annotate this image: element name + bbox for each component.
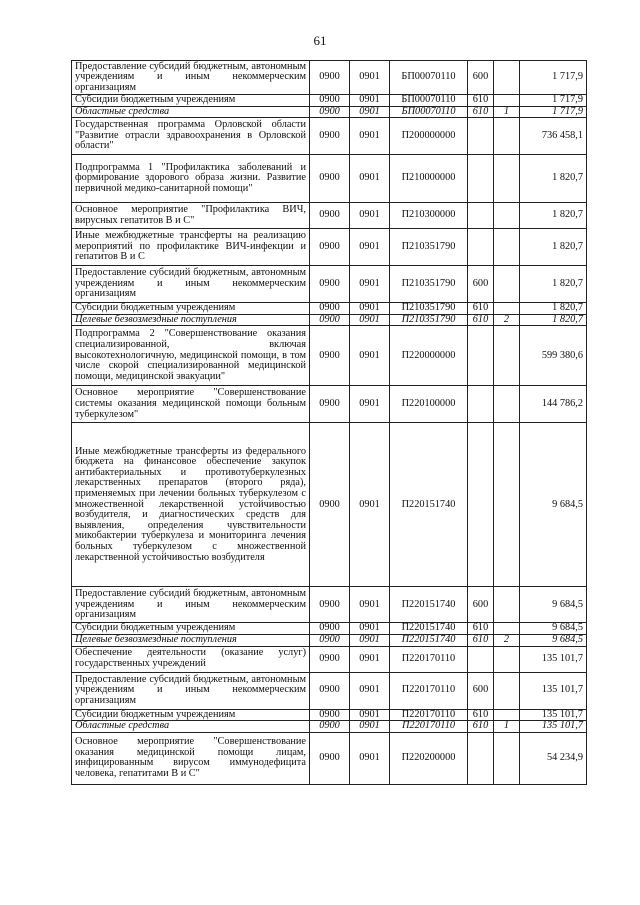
amount-cell: 1 820,7 (520, 155, 587, 203)
row-name-cell: Основное мероприятие "Профилактика ВИЧ, вирусных гепатитов В и С" (72, 203, 310, 229)
subsection-code-cell: 0901 (350, 386, 390, 423)
row-name-cell: Предоставление субсидий бюджетным, автономным учреждениям и иным некоммерческим организациям (72, 266, 310, 303)
subsection-code-cell: 0901 (350, 314, 390, 326)
target-article-cell: П220151740 (390, 423, 468, 587)
amount-cell: 135 101,7 (520, 721, 587, 733)
row-name-cell: Основное мероприятие "Совершенствование оказания медицинской помощи лицам, инфицированным вирусом иммунодефицита человека, гепатитами В и С" (72, 732, 310, 784)
target-article-cell: П220151740 (390, 587, 468, 623)
target-article-cell: П220100000 (390, 386, 468, 423)
funding-source-cell (494, 266, 520, 303)
subsection-code-cell: 0901 (350, 587, 390, 623)
funding-source-cell (494, 646, 520, 672)
amount-cell: 135 101,7 (520, 646, 587, 672)
section-code-cell: 0900 (310, 266, 350, 303)
section-code-cell: 0900 (310, 709, 350, 721)
funding-source-cell (494, 155, 520, 203)
amount-cell: 1 717,9 (520, 61, 587, 95)
row-name-cell: Предоставление субсидий бюджетным, автономным учреждениям и иным некоммерческим организациям (72, 587, 310, 623)
subsection-code-cell: 0901 (350, 709, 390, 721)
amount-cell: 1 820,7 (520, 229, 587, 266)
expense-type-cell: 610 (468, 303, 494, 315)
row-name-cell: Областные средства (72, 721, 310, 733)
target-article-cell: БП00070110 (390, 106, 468, 118)
target-article-cell: П210351790 (390, 314, 468, 326)
expense-type-cell: 610 (468, 95, 494, 107)
table-row (72, 266, 587, 303)
expense-type-cell: 600 (468, 61, 494, 95)
funding-source-cell: 2 (494, 634, 520, 646)
target-article-cell: П210000000 (390, 155, 468, 203)
target-article-cell: П210351790 (390, 266, 468, 303)
target-article-cell: П210351790 (390, 229, 468, 266)
funding-source-cell: 2 (494, 314, 520, 326)
subsection-code-cell: 0901 (350, 732, 390, 784)
section-code-cell: 0900 (310, 732, 350, 784)
funding-source-cell (494, 732, 520, 784)
subsection-code-cell: 0901 (350, 634, 390, 646)
target-article-cell: П220170110 (390, 721, 468, 733)
expense-type-cell (468, 423, 494, 587)
amount-cell: 1 717,9 (520, 95, 587, 107)
subsection-code-cell: 0901 (350, 229, 390, 266)
table-row (72, 106, 587, 118)
table-row (72, 623, 587, 635)
page-number: 61 (313, 33, 327, 48)
row-name-cell: Целевые безвозмездные поступления (72, 314, 310, 326)
section-code-cell: 0900 (310, 314, 350, 326)
row-name-cell: Иные межбюджетные трансферты на реализацию мероприятий по профилактике ВИЧ-инфекции и гепатитов В и С (72, 229, 310, 266)
section-code-cell: 0900 (310, 634, 350, 646)
section-code-cell: 0900 (310, 61, 350, 95)
table-row (72, 423, 587, 587)
table-row (72, 672, 587, 709)
section-code-cell: 0900 (310, 386, 350, 423)
expense-type-cell: 600 (468, 672, 494, 709)
funding-source-cell (494, 587, 520, 623)
expense-type-cell (468, 386, 494, 423)
funding-source-cell (494, 326, 520, 386)
target-article-cell: БП00070110 (390, 95, 468, 107)
row-name-cell: Предоставление субсидий бюджетным, автономным учреждениям и иным некоммерческим организациям (72, 672, 310, 709)
row-name-cell: Государственная программа Орловской области "Развитие отрасли здравоохранения в Орловской области" (72, 118, 310, 155)
amount-cell: 599 380,6 (520, 326, 587, 386)
target-article-cell: П220151740 (390, 623, 468, 635)
subsection-code-cell: 0901 (350, 646, 390, 672)
table-row (72, 587, 587, 623)
subsection-code-cell: 0901 (350, 672, 390, 709)
subsection-code-cell: 0901 (350, 95, 390, 107)
table-row (72, 303, 587, 315)
row-name-cell: Субсидии бюджетным учреждениям (72, 709, 310, 721)
amount-cell: 135 101,7 (520, 672, 587, 709)
expense-type-cell (468, 118, 494, 155)
section-code-cell: 0900 (310, 303, 350, 315)
funding-source-cell (494, 203, 520, 229)
amount-cell: 9 684,5 (520, 423, 587, 587)
row-name-cell: Целевые безвозмездные поступления (72, 634, 310, 646)
subsection-code-cell: 0901 (350, 266, 390, 303)
amount-cell: 9 684,5 (520, 587, 587, 623)
subsection-code-cell: 0901 (350, 623, 390, 635)
funding-source-cell (494, 61, 520, 95)
target-article-cell: П220170110 (390, 646, 468, 672)
funding-source-cell (494, 423, 520, 587)
section-code-cell: 0900 (310, 106, 350, 118)
amount-cell: 9 684,5 (520, 623, 587, 635)
row-name-cell: Субсидии бюджетным учреждениям (72, 303, 310, 315)
section-code-cell: 0900 (310, 229, 350, 266)
row-name-cell: Областные средства (72, 106, 310, 118)
section-code-cell: 0900 (310, 423, 350, 587)
amount-cell: 54 234,9 (520, 732, 587, 784)
table-row (72, 118, 587, 155)
subsection-code-cell: 0901 (350, 303, 390, 315)
subsection-code-cell: 0901 (350, 203, 390, 229)
expense-type-cell: 610 (468, 634, 494, 646)
expense-type-cell (468, 229, 494, 266)
funding-source-cell: 1 (494, 106, 520, 118)
expense-type-cell (468, 732, 494, 784)
table-row (72, 326, 587, 386)
row-name-cell: Иные межбюджетные трансферты из федерального бюджета на финансовое обеспечение закупок антибактериальных и противотуберкулезных лекарственных препаратов (второго ряда), применяемых при лечении больных туберкулезом с множественной лекарственной устойчивостью возбудителя, и диагностических средств для выявления, определения чувствительности микобактерии туберкулеза и мониторинга лечения больных туберкулезом с множественной лекарственной устойчивостью возбудителя (72, 423, 310, 587)
subsection-code-cell: 0901 (350, 61, 390, 95)
section-code-cell: 0900 (310, 721, 350, 733)
amount-cell: 1 820,7 (520, 303, 587, 315)
row-name-cell: Субсидии бюджетным учреждениям (72, 95, 310, 107)
section-code-cell: 0900 (310, 118, 350, 155)
funding-source-cell (494, 709, 520, 721)
amount-cell: 135 101,7 (520, 709, 587, 721)
funding-source-cell (494, 303, 520, 315)
amount-cell: 1 820,7 (520, 266, 587, 303)
expense-type-cell (468, 203, 494, 229)
amount-cell: 1 820,7 (520, 314, 587, 326)
row-name-cell: Предоставление субсидий бюджетным, автономным учреждениям и иным некоммерческим организациям (72, 61, 310, 95)
table-row (72, 646, 587, 672)
target-article-cell: П210351790 (390, 303, 468, 315)
target-article-cell: П210300000 (390, 203, 468, 229)
table-row (72, 314, 587, 326)
expense-type-cell: 610 (468, 314, 494, 326)
expense-type-cell: 610 (468, 106, 494, 118)
amount-cell: 1 717,9 (520, 106, 587, 118)
section-code-cell: 0900 (310, 326, 350, 386)
table-row (72, 95, 587, 107)
expense-type-cell: 610 (468, 709, 494, 721)
section-code-cell: 0900 (310, 672, 350, 709)
expense-type-cell: 610 (468, 623, 494, 635)
section-code-cell: 0900 (310, 203, 350, 229)
table-row (72, 155, 587, 203)
section-code-cell: 0900 (310, 646, 350, 672)
section-code-cell: 0900 (310, 95, 350, 107)
funding-source-cell (494, 386, 520, 423)
row-name-cell: Субсидии бюджетным учреждениям (72, 623, 310, 635)
table-row (72, 709, 587, 721)
target-article-cell: П220000000 (390, 326, 468, 386)
section-code-cell: 0900 (310, 587, 350, 623)
table-row (72, 634, 587, 646)
funding-source-cell (494, 118, 520, 155)
target-article-cell: П200000000 (390, 118, 468, 155)
table-row (72, 386, 587, 423)
table-body (72, 61, 587, 785)
expense-type-cell (468, 155, 494, 203)
expense-type-cell: 600 (468, 266, 494, 303)
amount-cell: 9 684,5 (520, 634, 587, 646)
table-row (72, 229, 587, 266)
table-row (72, 732, 587, 784)
subsection-code-cell: 0901 (350, 721, 390, 733)
row-name-cell: Подпрограмма 2 "Совершенствование оказания специализированной, включая высокотехнологичную, медицинской помощи, в том числе скорой специализированной медицинской помощи, медицинской эвакуации" (72, 326, 310, 386)
funding-source-cell: 1 (494, 721, 520, 733)
table-row (72, 203, 587, 229)
funding-source-cell (494, 672, 520, 709)
subsection-code-cell: 0901 (350, 423, 390, 587)
expense-type-cell (468, 326, 494, 386)
target-article-cell: П220200000 (390, 732, 468, 784)
section-code-cell: 0900 (310, 623, 350, 635)
amount-cell: 144 786,2 (520, 386, 587, 423)
funding-source-cell (494, 623, 520, 635)
subsection-code-cell: 0901 (350, 326, 390, 386)
subsection-code-cell: 0901 (350, 155, 390, 203)
expense-type-cell (468, 646, 494, 672)
row-name-cell: Обеспечение деятельности (оказание услуг) государственных учреждений (72, 646, 310, 672)
subsection-code-cell: 0901 (350, 118, 390, 155)
expense-type-cell: 600 (468, 587, 494, 623)
target-article-cell: П220170110 (390, 709, 468, 721)
row-name-cell: Основное мероприятие "Совершенствование системы оказания медицинской помощи больным туберкулезом" (72, 386, 310, 423)
row-name-cell: Подпрограмма 1 "Профилактика заболеваний и формирование здорового образа жизни. Развитие первичной медико-санитарной помощи" (72, 155, 310, 203)
target-article-cell: БП00070110 (390, 61, 468, 95)
budget-table (71, 60, 587, 785)
amount-cell: 736 458,1 (520, 118, 587, 155)
funding-source-cell (494, 95, 520, 107)
table-row (72, 61, 587, 95)
target-article-cell: П220170110 (390, 672, 468, 709)
target-article-cell: П220151740 (390, 634, 468, 646)
funding-source-cell (494, 229, 520, 266)
expense-type-cell: 610 (468, 721, 494, 733)
table-row (72, 721, 587, 733)
subsection-code-cell: 0901 (350, 106, 390, 118)
section-code-cell: 0900 (310, 155, 350, 203)
amount-cell: 1 820,7 (520, 203, 587, 229)
